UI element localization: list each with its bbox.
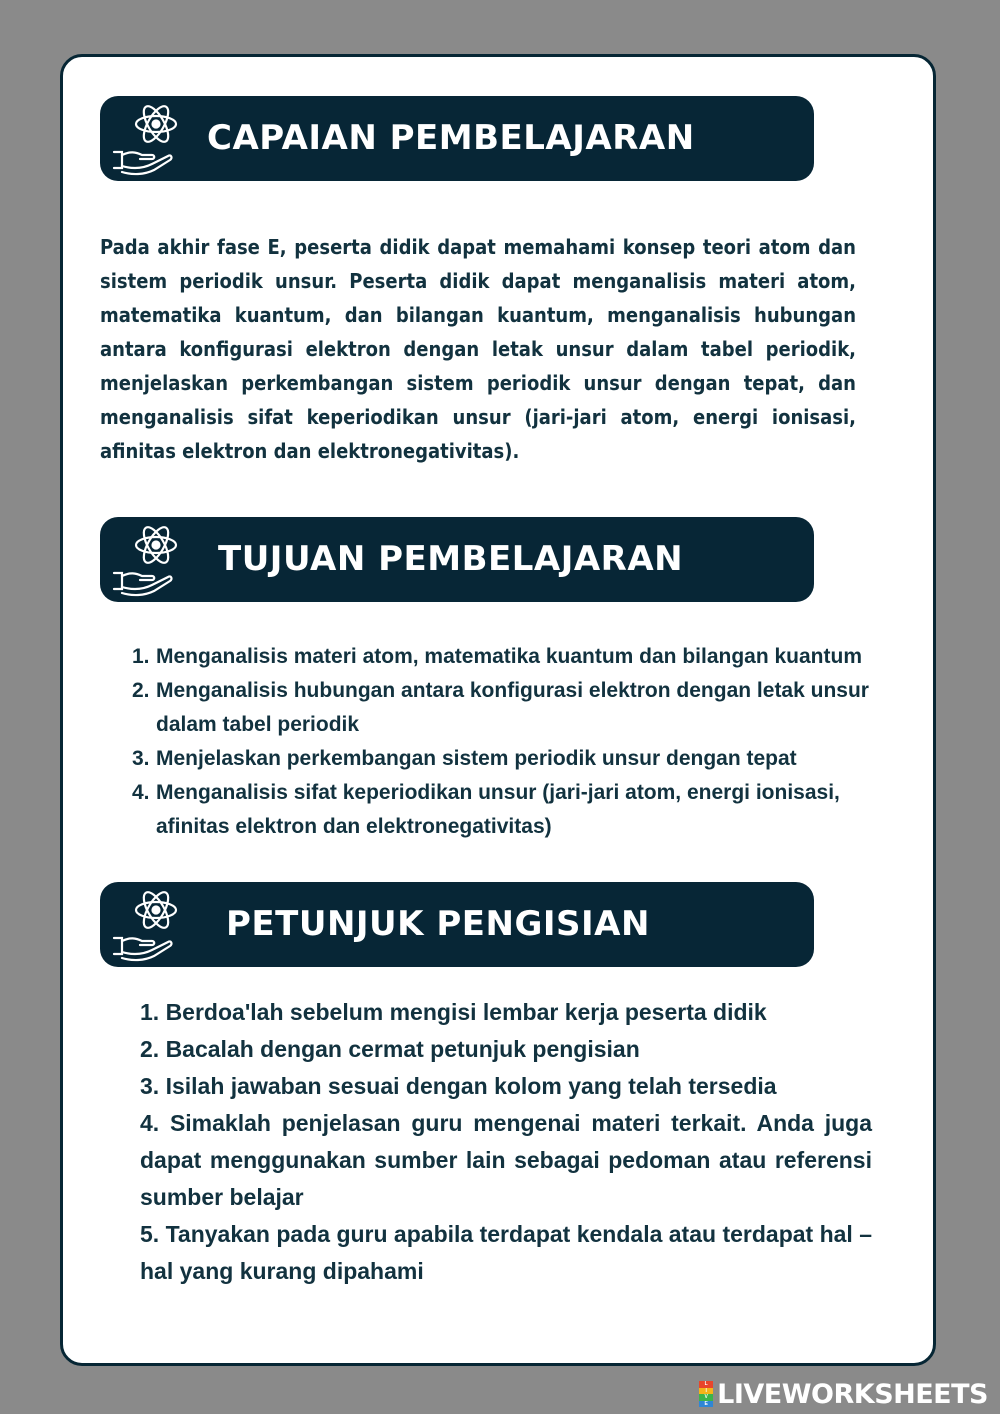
liveworksheets-logo (699, 1378, 988, 1410)
badge-letter: L (699, 1381, 713, 1388)
list-item: 1. Berdoa'lah sebelum mengisi lembar kerja peserta didik (140, 999, 767, 1025)
atom-in-hand-icon (110, 100, 186, 176)
atom-in-hand-icon (110, 886, 186, 962)
list-item: 4. Simaklah penjelasan guru mengenai materi terkait. Anda juga dapat menggunakan sumber lain sebagai pedoman atau referensi sumber belajar (140, 1110, 872, 1210)
badge-letter: I (699, 1388, 713, 1395)
item-number: 4. (132, 781, 150, 804)
brand-name: LIVEWORKSHEETS (717, 1378, 988, 1410)
banner-title: PETUNJUK PENGISIAN (226, 904, 650, 944)
list-item: 5. Tanyakan pada guru apabila terdapat kendala atau terdapat hal – hal yang kurang dipahami (140, 1221, 872, 1284)
live-badge-icon (699, 1381, 713, 1407)
item-number: 1. (132, 645, 150, 668)
badge-letter: V (699, 1394, 713, 1401)
item-number: 2. (132, 679, 150, 702)
badge-letter: E (699, 1401, 713, 1408)
banner-title: TUJUAN PEMBELAJARAN (218, 539, 684, 579)
list-item (132, 640, 872, 674)
capaian-paragraph: Pada akhir fase E, peserta didik dapat memahami konsep teori atom dan sistem periodik unsur. Peserta didik dapat menganalisis materi atom, matematika kuantum, dan bilangan kuantum, menganalisis hubungan antara konfigurasi elektron dengan letak unsur dalam tabel periodik, menjelaskan perkembangan sistem periodik unsur dengan tepat, dan menganalisis sifat keperiodikan unsur (jari-jari atom, energi ionisasi, afinitas elektron dan elektronegativitas). (100, 235, 856, 463)
banner-title: CAPAIAN PEMBELAJARAN (207, 118, 695, 158)
item-text: Menganalisis sifat keperiodikan unsur (jari-jari atom, energi ionisasi, afinitas elektron dan elektronegativitas) (156, 781, 840, 838)
item-text: Menganalisis materi atom, matematika kuantum dan bilangan kuantum (156, 645, 863, 668)
list-item (132, 742, 872, 776)
banner-petunjuk (100, 882, 814, 967)
item-text: Menganalisis hubungan antara konfigurasi elektron dengan letak unsur dalam tabel periodik (156, 679, 869, 736)
item-text: Menjelaskan perkembangan sistem periodik unsur dengan tepat (156, 747, 797, 770)
petunjuk-list (140, 994, 872, 1290)
list-item: 2. Bacalah dengan cermat petunjuk pengisian (140, 1036, 640, 1062)
atom-in-hand-icon (110, 521, 186, 597)
list-item: 3. Isilah jawaban sesuai dengan kolom yang telah tersedia (140, 1073, 777, 1099)
item-number: 3. (132, 747, 150, 770)
banner-tujuan (100, 517, 814, 602)
list-item (132, 674, 872, 742)
list-item (132, 776, 872, 844)
banner-capaian (100, 96, 814, 181)
tujuan-list (132, 640, 872, 844)
